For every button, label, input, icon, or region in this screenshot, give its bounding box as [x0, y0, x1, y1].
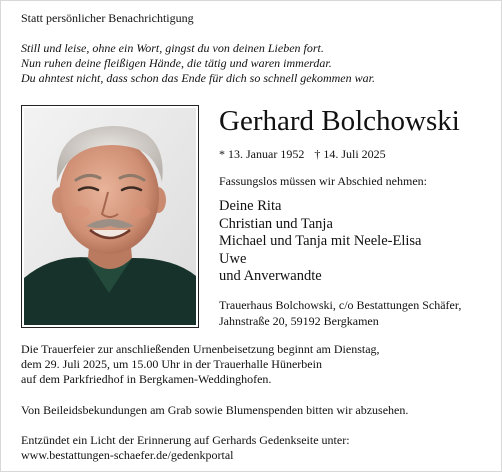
mourner-entry: und Anverwandte [219, 268, 322, 284]
farewell-intro: Fassungslos müssen wir Abschied nehmen: [219, 174, 427, 188]
condolence-note: Von Beileidsbekundungen am Grab sowie Blumenspenden bitten wir abzusehen. [21, 403, 409, 417]
birth-date: * 13. Januar 1952 [219, 147, 305, 161]
mourner-entry: Uwe [219, 250, 247, 267]
mourning-house-address [219, 297, 461, 329]
ceremony-info [21, 342, 380, 387]
portrait-photo [24, 108, 196, 325]
mourner-entry: Deine Rita [219, 198, 282, 214]
memorial-info [21, 433, 350, 463]
poem-line: Du ahntest nicht, dass schon das Ende für dich so schnell gekommen war. [21, 71, 375, 85]
deceased-name: Gerhard Bolchowski [219, 105, 460, 137]
address-line: Trauerhaus Bolchowski, c/o Bestattungen Schäfer, [219, 298, 462, 312]
mourner-entry: Christian und Tanja [219, 215, 333, 232]
notice-header: Statt persönlicher Benachrichtigung [21, 11, 194, 25]
mourners-list [219, 198, 421, 286]
portrait-frame [21, 105, 199, 328]
poem [21, 41, 491, 86]
memorial-text: Entzündet ein Licht der Erinnerung auf Gerhards Gedenkseite unter: [21, 433, 350, 447]
ceremony-line: auf dem Parkfriedhof in Bergkamen-Weddinghofen. [21, 372, 272, 386]
poem-line: Still und leise, ohne ein Wort, gingst du von deinen Lieben fort. [21, 41, 324, 55]
address-line: Jahnstraße 20, 59192 Bergkamen [219, 314, 379, 328]
mourner-entry: Michael und Tanja mit Neele-Elisa [219, 233, 422, 249]
ceremony-line: Die Trauerfeier zur anschließenden Urnenbeisetzung beginnt am Dienstag, [21, 342, 380, 356]
ceremony-line: dem 29. Juli 2025, um 15.00 Uhr in der Trauerhalle Hünerbein [21, 357, 322, 371]
death-date: † 14. Juli 2025 [314, 147, 386, 161]
poem-line: Nun ruhen deine fleißigen Hände, die tätig und waren immerdar. [21, 56, 332, 70]
memorial-url: www.bestattungen-schaefer.de/gedenkportal [21, 448, 234, 462]
life-dates [219, 147, 386, 161]
